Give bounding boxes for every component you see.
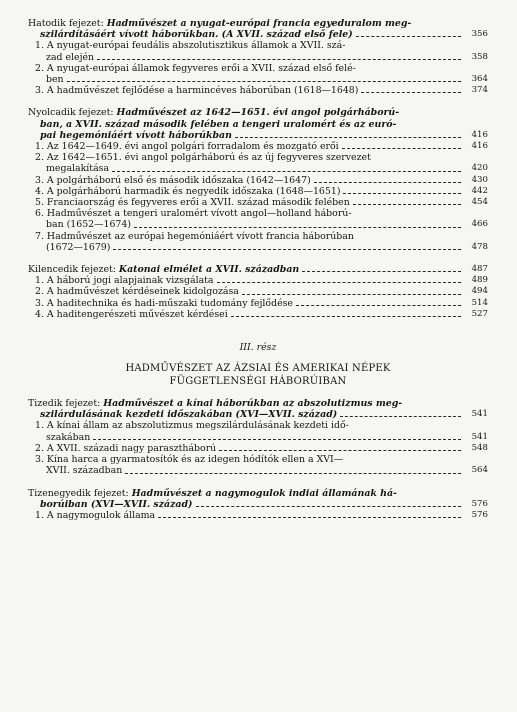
toc-chapter-line	[28, 398, 488, 409]
toc-entry-label: 3. Kína harca a gyarmatosítók és az idegen hódítók ellen a XVI—	[35, 454, 344, 466]
dash-leader	[314, 182, 461, 183]
dash-leader	[217, 282, 461, 283]
toc-entry-text	[46, 74, 64, 85]
toc-entry-text	[46, 465, 122, 476]
toc-entry-label: Hatodik fejezet:	[28, 18, 107, 29]
dash-leader	[356, 36, 461, 37]
page-number: 564	[471, 465, 488, 476]
part-heading	[28, 342, 488, 388]
part-title-line-2: FÜGGETLENSÉGI HÁBORÚIBAN	[169, 376, 347, 388]
toc-chapter-title: Hadművészet a nyugat-európai francia egyeduralom meg-	[106, 18, 412, 29]
page-number: 487	[471, 264, 488, 275]
toc-entry	[28, 275, 488, 286]
toc-entry	[28, 85, 488, 96]
dash-leader	[235, 137, 461, 138]
toc-entry-text	[35, 420, 349, 431]
toc-entry-text	[35, 443, 216, 454]
toc-entry-text	[35, 231, 354, 242]
toc-entry-text	[40, 119, 396, 130]
toc-entry-text	[35, 152, 371, 163]
toc-entry	[28, 231, 488, 242]
toc-entry-text	[28, 488, 397, 499]
toc-entry	[28, 510, 488, 521]
dash-leader	[296, 305, 461, 306]
toc-entry-label: ban (1652—1674)	[46, 219, 132, 231]
toc-entry-label: 1. A nyugat-európai feudális abszolutisztikus államok a XVII. szá-	[35, 40, 346, 52]
toc-chapter-title: szilárdulásának kezdeti időszakában (XVI—XVII. század)	[40, 409, 338, 421]
toc-entry-text	[35, 298, 293, 309]
page-number: 576	[471, 509, 488, 520]
toc-chapter-title: Hadművészet a kínai háborúkban az abszolutizmus meg-	[103, 398, 403, 410]
toc-entry-label: Tizedik fejezet:	[28, 398, 104, 410]
toc-entry-continuation	[28, 52, 488, 63]
dash-leader	[361, 92, 461, 93]
dash-leader	[112, 171, 461, 172]
toc-chapter-title: Hadművészet a nagymogulok indiai államának há-	[131, 487, 397, 499]
toc-entry-text	[46, 163, 109, 174]
page-number: 514	[471, 297, 488, 308]
toc-chapter-title: szilárdításáért vívott háborúkban. (A XVII. század első fele)	[40, 29, 353, 41]
toc-entry	[28, 197, 488, 208]
dash-leader	[343, 193, 461, 194]
toc-chapter-line	[28, 488, 488, 499]
toc-entry-label: 5. Franciaország és fegyveres erői a XVII. század második felében	[35, 197, 350, 209]
toc-entry-text	[46, 242, 110, 253]
toc-entry-text	[46, 219, 131, 230]
part-title-line-1: HADMŰVÉSZET AZ ÁZSIAI ÉS AMERIKAI NÉPEK	[125, 363, 391, 375]
page-number: 466	[471, 219, 488, 230]
toc-entry-label: 4. A haditengerészeti művészet kérdései	[35, 308, 228, 320]
toc-entry-text	[35, 175, 311, 186]
toc-entry	[28, 286, 488, 297]
dash-leader	[67, 81, 461, 82]
toc-entry-text	[40, 499, 193, 510]
toc-entry-text	[28, 18, 411, 29]
dash-leader	[125, 473, 461, 474]
toc-section-upper	[28, 18, 488, 320]
toc-entry	[28, 40, 488, 51]
page-number: 430	[471, 174, 488, 185]
dash-leader	[134, 227, 461, 228]
toc-entry-label: (1672—1679)	[46, 241, 111, 253]
toc-entry-text	[35, 141, 339, 152]
toc-entry	[28, 63, 488, 74]
dash-leader	[93, 439, 461, 440]
toc-entry-label: 1. A nagymogulok állama	[35, 509, 156, 521]
toc-entry-text	[35, 454, 343, 465]
toc-entry-label: ben	[46, 74, 64, 86]
toc-entry-label: 6. Hadművészet a tengeri uralomért vívott angol—holland háború-	[35, 208, 352, 220]
toc-chapter-continuation	[28, 499, 488, 510]
toc-entry	[28, 298, 488, 309]
page-number: 364	[471, 74, 488, 85]
toc-chapter-line	[28, 264, 488, 275]
page-number: 576	[471, 498, 488, 509]
toc-entry-text	[28, 398, 402, 409]
toc-entry-text	[35, 85, 358, 96]
toc-entry	[28, 141, 488, 152]
toc-entry-text	[35, 510, 155, 521]
toc-entry-text	[35, 309, 228, 320]
dash-leader	[340, 416, 461, 417]
page-number: 442	[471, 185, 488, 196]
toc-entry-label: szakában	[46, 431, 91, 443]
toc-entry-label: 2. A hadművészet kérdéseinek kidolgozása	[35, 286, 239, 298]
toc-entry-text	[40, 130, 232, 141]
toc-entry-label: 3. A haditechnika és hadi-műszaki tudomány fejlődése	[35, 297, 293, 309]
toc-chapter-continuation	[28, 29, 488, 40]
dash-leader	[342, 148, 461, 149]
dash-leader	[242, 294, 461, 295]
dash-leader	[196, 506, 462, 507]
toc-entry	[28, 443, 488, 454]
toc-entry-label: 1. Az 1642—1649. évi angol polgári forradalom és mozgató erői	[35, 141, 339, 153]
toc-entry	[28, 208, 488, 219]
toc-entry	[28, 175, 488, 186]
toc-entry-label: 3. A hadművészet fejlődése a harmincéves háborúban (1618—1648)	[35, 85, 359, 97]
dash-leader	[97, 59, 461, 60]
toc-entry-text	[35, 40, 345, 51]
toc-entry-text	[40, 409, 337, 420]
page-number: 541	[471, 409, 488, 420]
toc-entry-label: Nyolcadik fejezet:	[28, 107, 117, 119]
toc-chapter-block	[28, 488, 488, 522]
toc-chapter-line	[28, 18, 488, 29]
toc-chapter-title: pai hegemóniáért vívott háborúkban	[40, 129, 232, 141]
toc-entry-text	[35, 63, 356, 74]
toc-entry-label: 1. A háború jogi alapjainak vizsgálata	[35, 275, 214, 287]
toc-entry-continuation	[28, 163, 488, 174]
toc-entry-label: 4. A polgárháború harmadik és negyedik időszaka (1648—1651)	[35, 185, 341, 197]
toc-entry	[28, 309, 488, 320]
toc-entry	[28, 420, 488, 431]
dash-leader	[353, 204, 461, 205]
toc-chapter-title: ban, a XVII. század második felében a tengeri uralomért és az euró-	[40, 118, 397, 130]
toc-entry-text	[35, 197, 350, 208]
dash-leader	[219, 450, 461, 451]
toc-entry-label: 7. Hadművészet az európai hegemóniáért vívott francia háborúban	[35, 230, 354, 242]
toc-entry-continuation	[28, 465, 488, 476]
toc-entry-text	[35, 286, 239, 297]
toc-section-lower	[28, 398, 488, 521]
page-number: 489	[471, 275, 488, 286]
toc-chapter-continuation	[28, 119, 488, 130]
toc-entry-label: 2. A nyugat-európai államok fegyveres erői a XVII. század első felé-	[35, 62, 356, 74]
toc-entry-label: 3. A polgárháború első és második időszaka (1642—1647)	[35, 174, 311, 186]
toc-entry	[28, 152, 488, 163]
toc-entry-label: 1. A kínai állam az abszolutizmus megszilárdulásának kezdeti idő-	[35, 420, 349, 432]
page-number: 454	[471, 197, 488, 208]
toc-chapter-block	[28, 264, 488, 320]
page-number: 494	[471, 286, 488, 297]
toc-entry-continuation	[28, 219, 488, 230]
page-number: 356	[471, 29, 488, 40]
toc-chapter-block	[28, 398, 488, 476]
page-number: 541	[471, 431, 488, 442]
toc-entry-label: 2. Az 1642—1651. évi angol polgárháború és az új fegyveres szervezet	[35, 152, 371, 164]
toc-chapter-continuation	[28, 409, 488, 420]
toc-entry-text	[28, 264, 299, 275]
toc-chapter-title: borúiban (XVI—XVII. század)	[40, 498, 193, 510]
toc-chapter-line	[28, 107, 488, 118]
toc-entry-text	[46, 52, 94, 63]
dash-leader	[302, 271, 461, 272]
toc-entry-text	[35, 186, 340, 197]
toc-entry-text	[35, 208, 352, 219]
toc-entry-continuation	[28, 432, 488, 443]
page-number: 478	[471, 241, 488, 252]
dash-leader	[113, 249, 461, 250]
toc-entry-text	[40, 29, 353, 40]
toc-chapter-title: Katonai elmélet a XVII. században	[118, 264, 300, 276]
part-number: III. rész	[239, 342, 277, 354]
page-number: 416	[471, 129, 488, 140]
page-number: 527	[471, 308, 488, 319]
toc-entry-continuation	[28, 74, 488, 85]
toc-chapter-title: Hadművészet az 1642—1651. évi angol polgárháború-	[116, 107, 400, 119]
toc-entry-continuation	[28, 242, 488, 253]
toc-entry-label: Kilencedik fejezet:	[28, 264, 119, 276]
toc-entry	[28, 454, 488, 465]
toc-chapter-block	[28, 18, 488, 96]
toc-entry-text	[35, 275, 214, 286]
page-number: 420	[471, 163, 488, 174]
toc-chapter-continuation	[28, 130, 488, 141]
dash-leader	[231, 316, 461, 317]
toc-entry-label: Tizenegyedik fejezet:	[28, 487, 132, 499]
table-of-contents	[28, 18, 488, 532]
toc-entry-label: megalakítása	[46, 163, 110, 175]
toc-entry-text	[46, 432, 90, 443]
toc-chapter-block	[28, 107, 488, 253]
toc-entry-text	[28, 107, 399, 118]
toc-entry-label: XVII. században	[46, 465, 123, 477]
page-number: 358	[471, 51, 488, 62]
toc-entry	[28, 186, 488, 197]
toc-entry-label: 2. A XVII. századi nagy parasztháború	[35, 442, 217, 454]
page-number: 548	[471, 442, 488, 453]
toc-entry-label: zad elején	[46, 51, 95, 63]
dash-leader	[158, 517, 461, 518]
page-number: 416	[471, 141, 488, 152]
page-number: 374	[471, 85, 488, 96]
